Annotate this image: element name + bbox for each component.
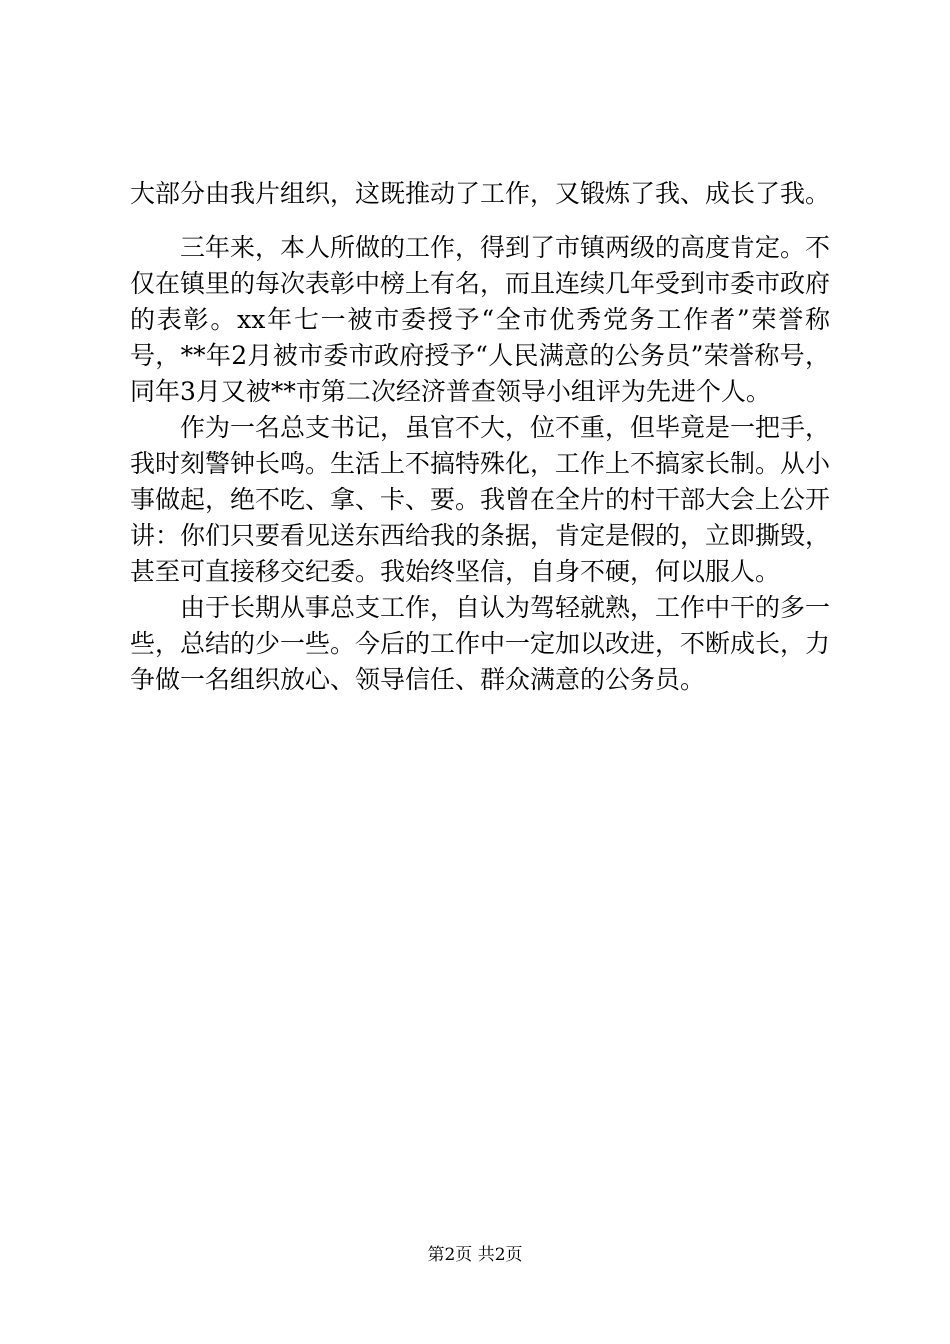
paragraph-integrity: 作为一名总支书记，虽官不大，位不重，但毕竟是一把手，我时刻警钟长鸣。生活上不搞特殊化，工作上不搞家长制。从小事做起，绝不吃、拿、卡、要。我曾在全片的村干部大会上公开讲：你们只要看见送东西给我的条据，肯定是假的，立即撕毁，甚至可直接移交纪委。我始终坚信，自身不硬，何以服人。	[130, 413, 831, 586]
paragraph-achievements: 三年来，本人所做的工作，得到了市镇两级的高度肯定。不仅在镇里的每次表彰中榜上有名，而且连续几年受到市委市政府的表彰。xx年七一被市委授予“全市优秀党务工作者”荣誉称号，**年2月被市委市政府授予“人民满意的公务员”荣誉称号，同年3月又被**市第二次经济普查领导小组评为先进个人。	[130, 233, 831, 406]
paragraph-improvement: 由于长期从事总支工作，自认为驾轻就熟，工作中干的多一些，总结的少一些。今后的工作中一定加以改进，不断成长，力争做一名组织放心、领导信任、群众满意的公务员。	[130, 593, 831, 694]
document-body	[130, 176, 830, 698]
page-number-footer: 第2页 共2页	[427, 1245, 523, 1265]
paragraph-continuation: 大部分由我片组织，这既推动了工作，又锻炼了我、成长了我。	[130, 179, 831, 208]
